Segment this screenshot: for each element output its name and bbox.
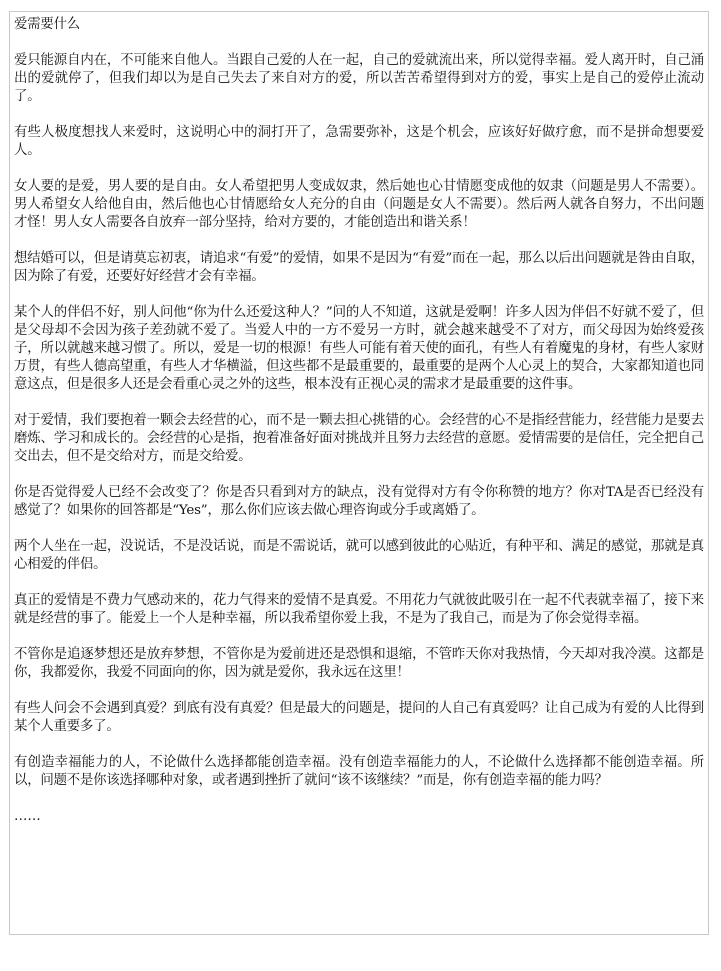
article-body bbox=[14, 16, 704, 826]
paragraph-11: 有些人问会不会遇到真爱？到底有没有真爱？但是最大的问题是，提问的人自己有真爱吗？让自己成为有爱的人比得到某个人重要多了。 bbox=[14, 701, 704, 734]
paragraph-12: 有创造幸福能力的人，不论做什么选择都能创造幸福。没有创造幸福能力的人，不论做什么选择都不能创造幸福。所以，问题不是你该选择哪种对象，或者遇到挫折了就问“该不该继续？”而是，你有创造幸福的能力吗？ bbox=[14, 755, 704, 788]
paragraph-3: 女人要的是爱，男人要的是自由。女人希望把男人变成奴隶，然后她也心甘情愿变成他的奴隶（问题是男人不需要）。男人希望女人给他自由，然后他也心甘情愿给女人充分的自由（问题是女人不需要）。然后两人就各自努力，不出问题才怪！男人女人需要各自放弃一部分坚持，给对方要的，才能创造出和谐关系！ bbox=[14, 179, 704, 230]
paragraph-1: 爱只能源自内在，不可能来自他人。当跟自己爱的人在一起，自己的爱就流出来，所以觉得幸福。爱人离开时，自己涌出的爱就停了，但我们却以为是自己失去了来自对方的爱，所以苦苦希望得到对方的爱，事实上是自己的爱停止流动了。 bbox=[14, 53, 704, 104]
paragraph-2: 有些人极度想找人来爱时，这说明心中的洞打开了，急需要弥补，这是个机会，应该好好做疗愈，而不是拼命想要爱人。 bbox=[14, 125, 704, 158]
paragraph-8: 两个人坐在一起，没说话，不是没话说，而是不需说话，就可以感到彼此的心贴近，有种平和、满足的感觉，那就是真心相爱的伴侣。 bbox=[14, 539, 704, 572]
paragraph-4: 想结婚可以，但是请莫忘初衷，请追求“有爱”的爱情，如果不是因为“有爱”而在一起，那么以后出问题就是咎由自取，因为除了有爱，还要好好经营才会有幸福。 bbox=[14, 251, 704, 284]
paragraph-7: 你是否觉得爱人已经不会改变了？你是否只看到对方的缺点，没有觉得对方有令你称赞的地方？你对TA是否已经没有感觉了？如果你的回答都是“Yes”，那么你们应该去做心理咨询或分手或离婚了。 bbox=[14, 485, 704, 518]
paragraph-9: 真正的爱情是不费力气感动来的，花力气得来的爱情不是真爱。不用花力气就彼此吸引在一起不代表就幸福了，接下来就是经营的事了。能爱上一个人是种幸福，所以我希望你爱上我，不是为了我自己，而是为了你会觉得幸福。 bbox=[14, 593, 704, 626]
paragraph-10: 不管你是追逐梦想还是放弃梦想，不管你是为爱前进还是恐惧和退缩，不管昨天你对我热情，今天却对我冷漠。这都是你，我都爱你，我爱不同面向的你，因为就是爱你，我永远在这里！ bbox=[14, 647, 704, 680]
ellipsis: …… bbox=[14, 809, 41, 824]
article-title: 爱需要什么 bbox=[14, 17, 80, 32]
paragraph-5: 某个人的伴侣不好，别人问他“你为什么还爱这种人？”问的人不知道，这就是爱啊！许多人因为伴侣不好就不爱了，但是父母却不会因为孩子差劲就不爱了。当爱人中的一方不爱另一方时，就会越来越受不了对方，而父母因为始终爱孩子，所以就越来越习惯了。所以，爱是一切的根源！有些人可能有着天使的面孔，有些人有着魔鬼的身材，有些人家财万贯，有些人德高望重，有些人才华横溢，但这些都不是最重要的，最重要的是两个人心灵上的契合，大家都知道也同意这点，但是很多人还是会看重心灵之外的这些，根本没有正视心灵的需求才是最重要的这件事。 bbox=[14, 305, 704, 392]
paragraph-6: 对于爱情，我们要抱着一颗会去经营的心，而不是一颗去担心挑错的心。会经营的心不是指经营能力，经营能力是要去磨炼、学习和成长的。会经营的心是指，抱着准备好面对挑战并且努力去经营的意愿。爱情需要的是信任，完全把自己交出去，但不是交给对方，而是交给爱。 bbox=[14, 413, 704, 464]
